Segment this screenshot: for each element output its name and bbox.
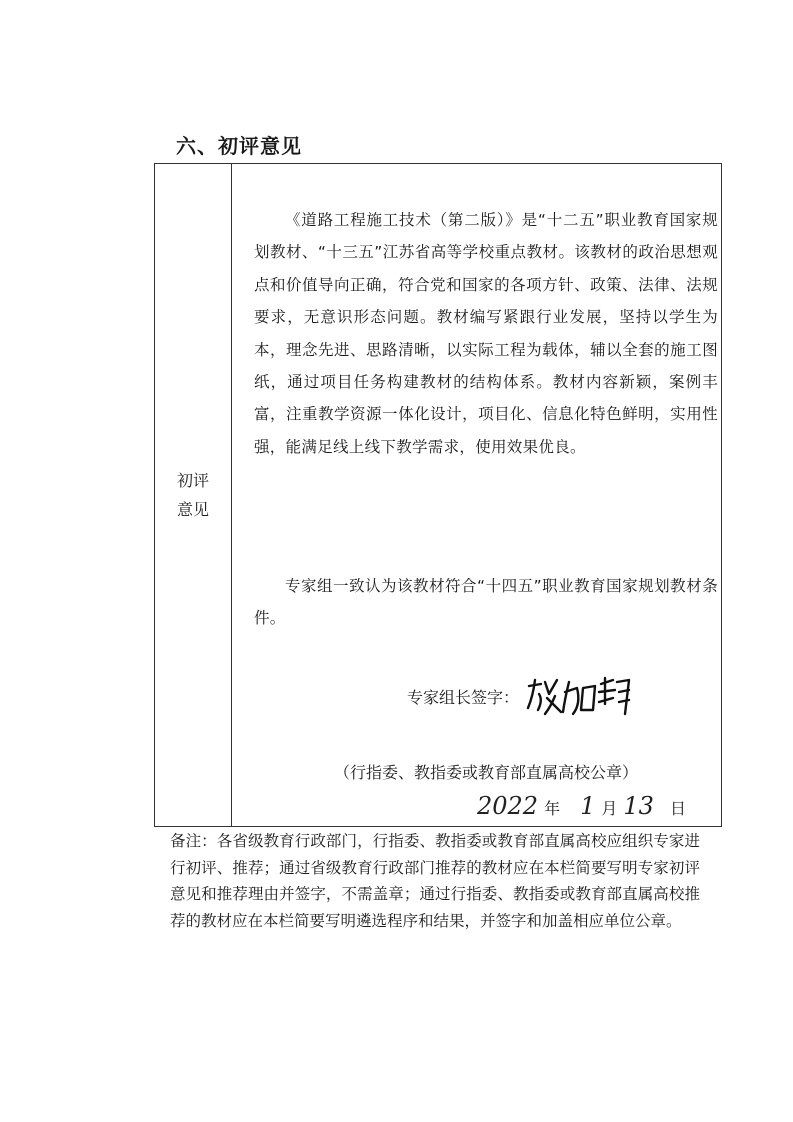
section-title: 六、初评意见 <box>176 134 302 158</box>
review-paragraph-1: 《道路工程施工技术（第二版）》是“十二五”职业教育国家规划教材、“十三五”江苏省高等学校重点教材。该教材的政治思想观点和价值导向正确，符合党和国家的各项方针、政策、法律、法规要求，无意识形态问题。教材编写紧跟行业发展，坚持以学生为本，理念先进、思路清晰，以实际工程为载体，辅以全套的施工图纸，通过项目任务构建教材的结构体系。教材内容新颖，案例丰富，注重教学资源一体化设计，项目化、信息化特色鲜明，实用性强，能满足线上线下教学需求，使用效果优良。 <box>254 211 718 456</box>
seal-note: （行指委、教指委或教育部直属高校公章） <box>334 763 639 782</box>
date-year: 2022 <box>477 792 539 820</box>
handwritten-signature <box>525 674 635 718</box>
date-month: 1 <box>580 792 596 820</box>
date-day-unit: 日 <box>669 799 686 818</box>
content-cell <box>232 164 721 826</box>
date-day: 13 <box>623 792 654 820</box>
signature-line <box>407 674 635 718</box>
footnote-remarks: 备注：各省级教育行政部门，行指委、教指委或教育部直属高校应组织专家进行初评、推荐；通过省级教育行政部门推荐的教材应在本栏简要写明专家初评意见和推荐理由并签字，不需盖章；通过行指委、教指委或教育部直属高校推荐的教材应在本栏简要写明遴选程序和结果，并签字和加盖相应单位公章。 <box>170 832 700 930</box>
date-line <box>477 792 686 820</box>
review-table <box>154 163 722 827</box>
date-month-unit: 月 <box>601 799 618 818</box>
signature-label: 专家组长签字： <box>407 687 520 707</box>
label-text: 初评意见 <box>176 471 209 519</box>
date-year-unit: 年 <box>544 799 561 818</box>
review-paragraph-2: 专家组一致认为该教材符合“十四五”职业教育国家规划教材条件。 <box>254 577 718 628</box>
label-cell <box>155 164 231 826</box>
